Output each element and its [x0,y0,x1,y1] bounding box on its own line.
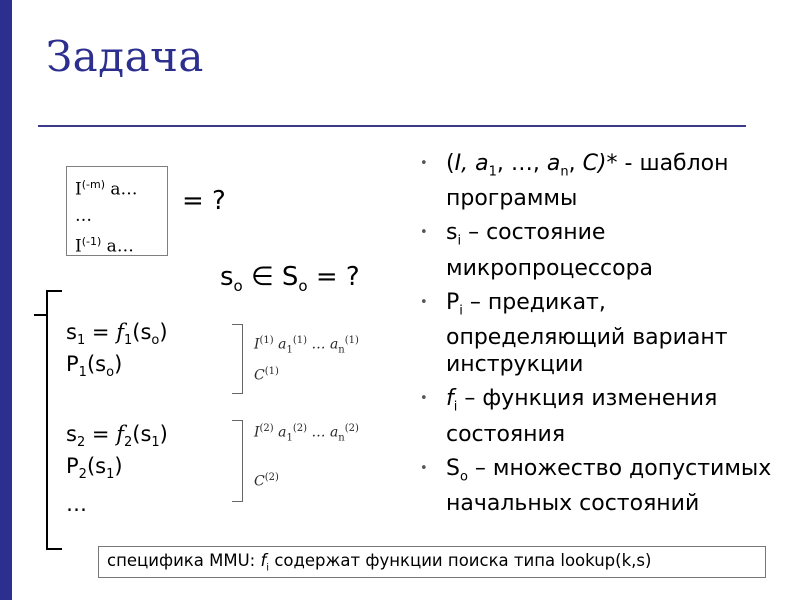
template-bracket-1 [232,324,243,394]
box-line-1: $I^{(-m)}$ a… [75,178,138,200]
left-brace [46,290,62,550]
box-line-2: … [75,205,92,226]
left-accent-bar [0,0,12,600]
initial-state-question: $s_o$ ∈ $S_o$ = ? [220,262,360,296]
slide-title: Задача [46,32,204,81]
equation-ellipsis: … [66,492,87,516]
equation-s2: $s_2 = f_2(s_1)$ [66,422,168,451]
title-divider [38,125,746,127]
list-item: • $S_o$ – множество допустимых начальных состояний [420,455,772,516]
left-brace-tick [34,314,46,316]
list-item: • $P_i$ – предикат, определяющий вариант инструкции [420,289,728,378]
list-item: • $f_i$ – функция изменения состояния [420,386,718,447]
definitions-list [420,150,790,524]
mmu-note-box: специфика MMU: $f_i$ содержат функции поиска типа lookup(k,s) [98,546,766,578]
equation-p1: $P_1(s_o)$ [66,352,123,381]
instruction-template-1: $I^{(1)}$ $a_1^{(1)}$ … $a_n^{(1)}$ $C^{(1)}$ [254,335,359,385]
equation-p2: $P_2(s_1)$ [66,454,123,483]
instruction-history-box [66,166,168,256]
template-bracket-2 [232,420,243,502]
box-line-3: $I^{(-1)}$ a… [75,234,134,257]
equation-s1: $s_1 = f_1(s_o)$ [66,320,168,349]
equals-question: = ? [182,186,226,216]
instruction-template-2: $I^{(2)}$ $a_1^{(2)}$ … $a_n^{(2)}$ $C^{(2)}$ [254,423,359,491]
list-item: • $s_i$ – состояние микропроцессора [420,220,654,281]
list-item: • (I, $a_1$, …, $a_n$, C)* - шаблон программы [420,151,729,212]
